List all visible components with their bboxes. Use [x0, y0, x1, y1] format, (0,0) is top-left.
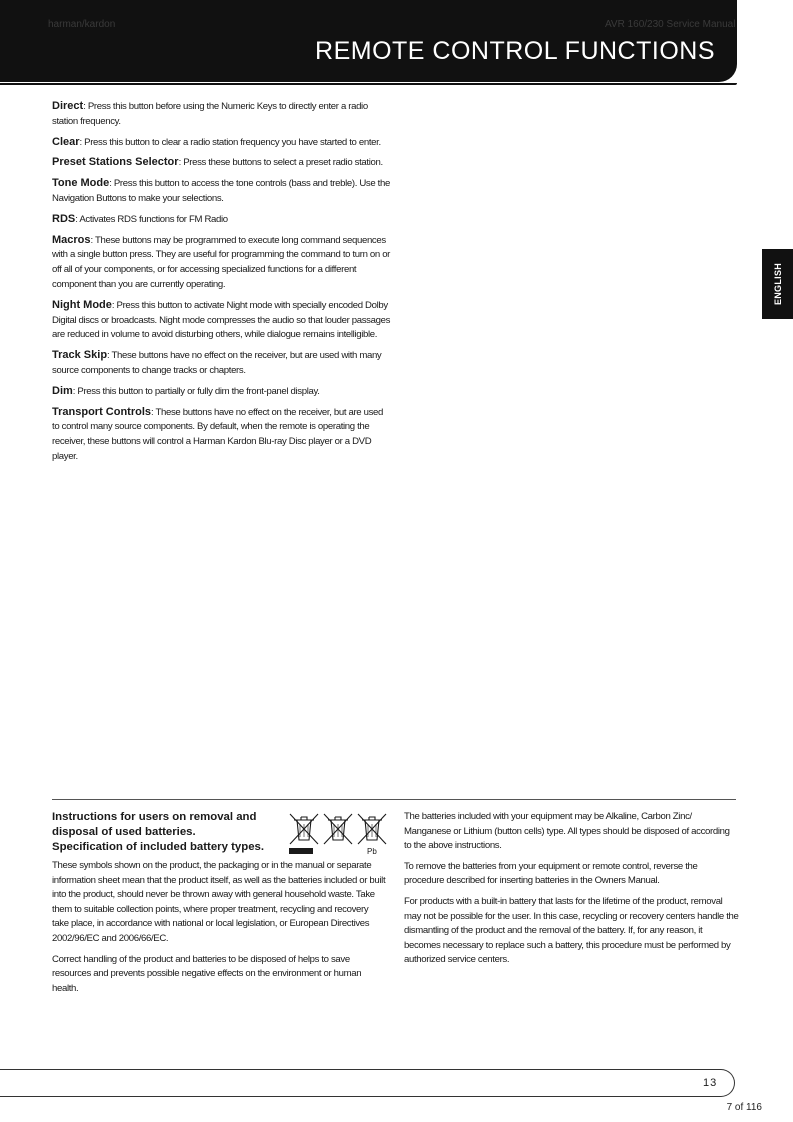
crossed-bin-icon [324, 814, 352, 844]
function-term: Track Skip [52, 349, 108, 362]
battery-heading-line: Specification of included battery types. [52, 841, 265, 853]
battery-paragraph: The batteries included with your equipment may be Alkaline, Carbon Zinc/ Manganese or Lithium (button cells) type. All types should be disposed of according to the above instructions. [404, 811, 730, 852]
battery-heading-line: Instructions for users on removal and [52, 811, 257, 823]
battery-paragraph: Correct handling of the product and batteries to be disposed of helps to save resources and prevents possible negative effects on the environment or human health. [52, 953, 362, 994]
function-term: Preset Stations Selector [52, 156, 179, 169]
function-entry [52, 384, 392, 400]
section-divider [52, 799, 736, 800]
function-term: Tone Mode [52, 177, 110, 190]
battery-paragraph: For products with a built-in battery that lasts for the lifetime of the product, removal may not be possible for the user. In this case, recycling or recovery centers handle the dismantling of the product and the removal of the battery. If, for any reason, it becomes necessary to replace such a battery, this procedure must be performed by authorized service centers. [404, 895, 739, 966]
function-term: Transport Controls [52, 405, 152, 418]
page-number: 13 [703, 1077, 718, 1089]
crossed-bin-icon [358, 814, 386, 844]
function-entry [52, 99, 392, 130]
battery-paragraph: To remove the batteries from your equipment or remote control, reverse the procedure described for inserting batteries in the Owners Manual. [404, 860, 698, 887]
manual-title: AVR 160/230 Service Manual [605, 19, 736, 30]
language-tab [762, 249, 793, 319]
function-description: : These buttons have no effect on the receiver, but are used to control many source components. By default, when the remote is operating the receiver, these buttons will control a Harman Kardon Blu-ray Disc player or a DVD player. [52, 406, 383, 462]
crossed-bin-icon [290, 814, 318, 844]
battery-instructions-left [52, 810, 387, 1002]
function-term: Dim [52, 384, 73, 397]
battery-heading-line: disposal of used batteries. [52, 826, 196, 838]
function-term: Direct [52, 100, 84, 112]
footer-frame [0, 1069, 735, 1097]
function-description: : Press this button to access the tone controls (bass and treble). Use the Navigation Buttons to make your selections. [52, 178, 390, 204]
function-term: Macros [52, 233, 91, 246]
battery-instructions-right [404, 810, 739, 974]
functions-list [52, 99, 392, 470]
underline-bar-icon [289, 848, 313, 854]
page-count: 7 of 116 [726, 1102, 762, 1113]
function-description: : Activates RDS functions for FM Radio [75, 213, 228, 225]
brand-name: harman/kardon [48, 19, 116, 30]
function-term: Night Mode [52, 298, 112, 311]
function-term: RDS [52, 212, 76, 225]
function-entry [52, 348, 392, 379]
crossed-bin-icons [288, 810, 388, 856]
function-entry [52, 298, 392, 343]
function-entry [52, 155, 392, 171]
page-title: REMOTE CONTROL FUNCTIONS [315, 37, 715, 65]
lead-symbol-label: Pb [367, 847, 377, 856]
function-description: : Press this button before using the Numeric Keys to directly enter a radio station frequency. [52, 101, 368, 127]
battery-heading [52, 810, 292, 855]
battery-paragraph: These symbols shown on the product, the packaging or in the manual or separate information sheet mean that the product itself, as well as the batteries included or built into the product, should never be thrown away with general household waste. Take them to suitable collection points, where proper treatment, recycling and recovery take place, in accordance with national or local legislation, or European Directives 2002/96/EC and 2006/66/EC. [52, 860, 386, 944]
function-entry [52, 233, 392, 293]
function-term: Clear [52, 135, 80, 148]
function-entry [52, 212, 392, 228]
function-description: : Press this button to partially or fully dim the front-panel display. [72, 385, 320, 397]
function-description: : These buttons have no effect on the receiver, but are used with many source components to change tracks or chapters. [52, 350, 382, 376]
function-description: : These buttons may be programmed to execute long command sequences with a single button press. They are useful for programming the command to turn on or off all of your components, or for accessing specialized functions for a different component than you are currently operating. [52, 234, 391, 290]
function-entry [52, 405, 392, 465]
function-description: : Press this button to clear a radio station frequency you have started to enter. [79, 136, 381, 148]
function-entry [52, 176, 392, 207]
language-tab-label: ENGLISH [772, 262, 783, 306]
function-description: : Press these buttons to select a preset radio station. [178, 157, 383, 169]
function-entry [52, 135, 392, 151]
function-description: : Press this button to activate Night mode with specially encoded Dolby Digital discs or broadcasts. Night mode compresses the audio so that louder passages are reduced in volume to avoid disturbing others, while dialogue remains intelligible. [52, 299, 391, 341]
